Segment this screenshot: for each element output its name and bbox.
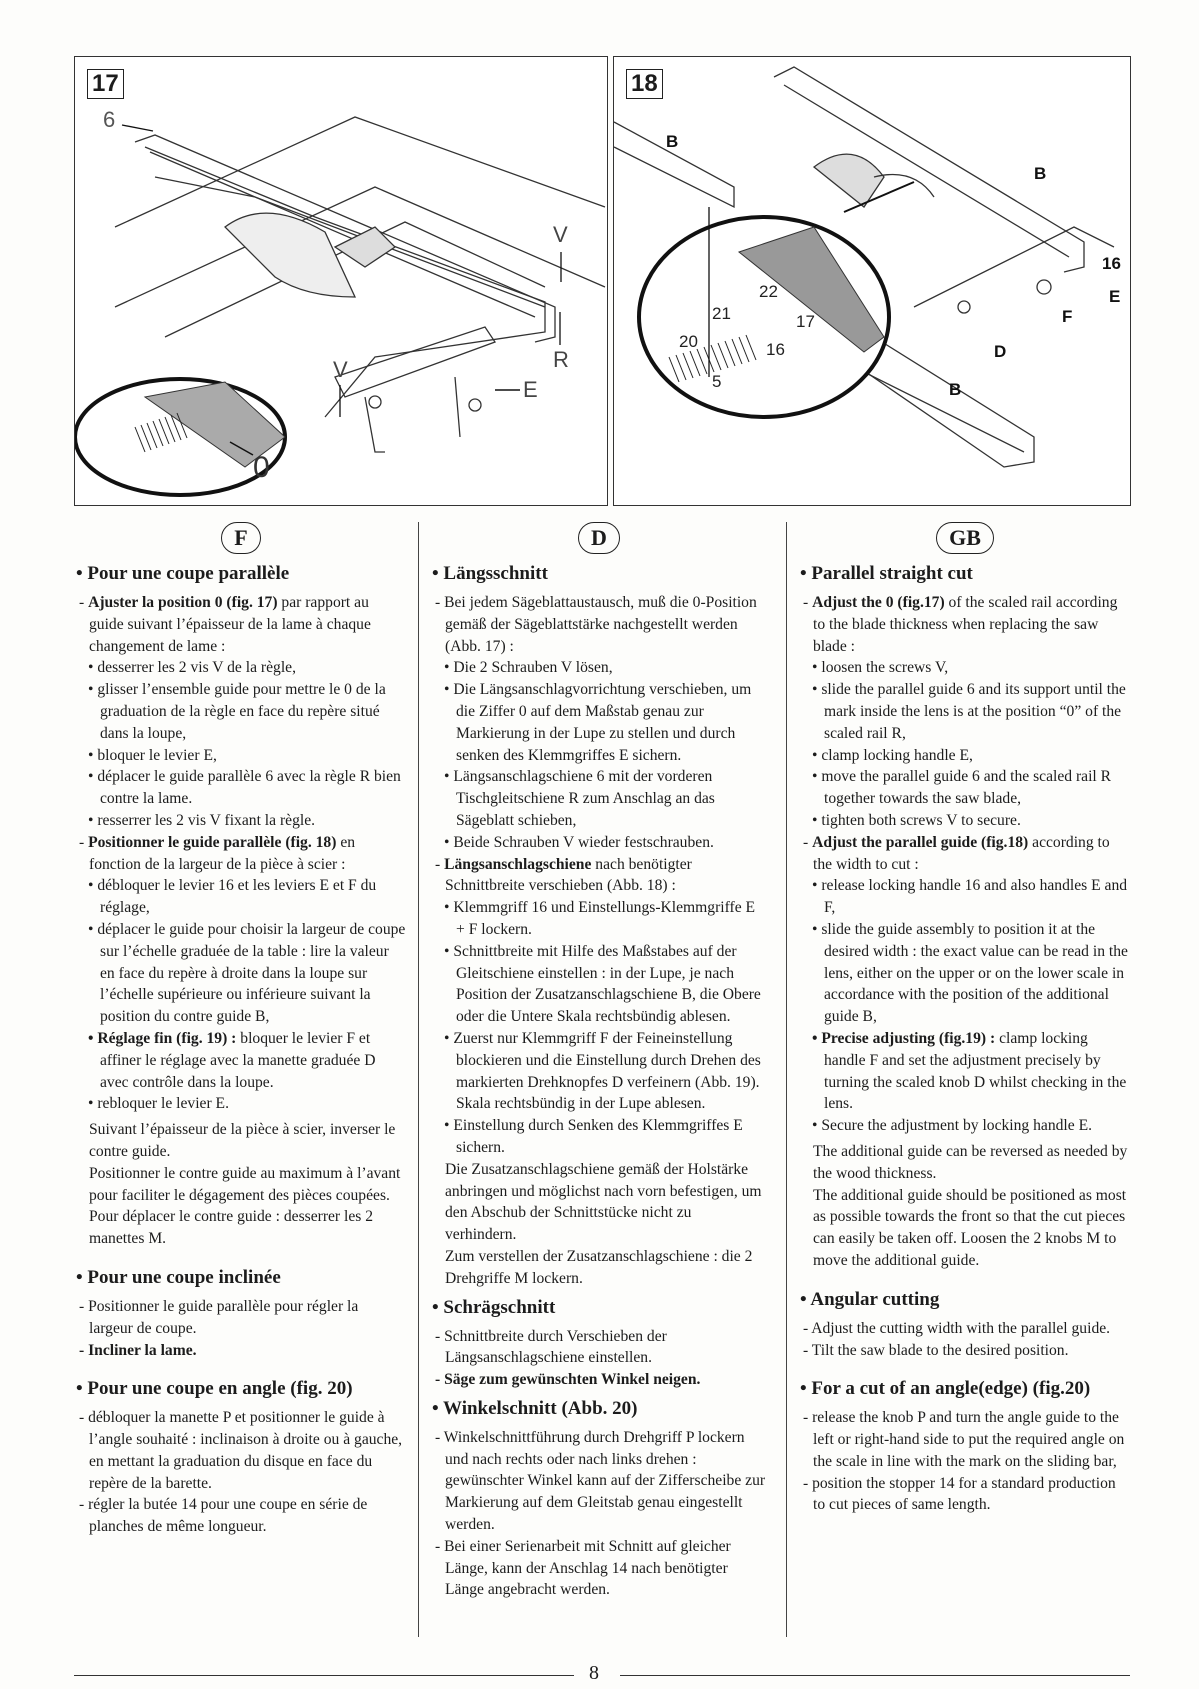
- figure-number: 18: [626, 69, 663, 99]
- bullet-item: • déplacer le guide parallèle 6 avec la règle R bien contre la lame.: [88, 768, 401, 808]
- instruction-paragraph: - Positionner le guide parallèle (fig. 18) en fonction de la largeur de la pièce à scier :: [79, 833, 356, 873]
- language-badge: [76, 522, 406, 554]
- instruction-text: according to the width to cut :: [813, 833, 1110, 873]
- bullet-item: • move the parallel guide 6 and the scaled rail R together towards the saw blade,: [812, 768, 1112, 808]
- figure-17: [74, 56, 608, 506]
- column-divider: [418, 522, 419, 1637]
- page-number: 8: [589, 1662, 599, 1684]
- bullet-item: • Zuerst nur Klemmgriff F der Feineinstellung blockieren und die Einstellung durch Drehen des markierten Drehknopfes D verfeinern (Abb. 19). Skala rechtsbündig in der Lupe ablesen.: [444, 1029, 761, 1113]
- bullet-item: • release locking handle 16 and also handles E and F,: [812, 877, 1128, 917]
- bullet-item: • glisser l’ensemble guide pour mettre le 0 de la graduation de la règle en face du repère situé dans la loupe,: [88, 681, 386, 742]
- label-6: 6: [103, 107, 116, 132]
- label-v-low: V: [333, 357, 348, 382]
- label-b-top: B: [666, 132, 679, 151]
- instruction-paragraph: - Längsanschlagschiene nach benötigter Schnittbreite verschieben (Abb. 18) :: [435, 855, 692, 895]
- language-badge-label: F: [221, 522, 260, 554]
- label-f: F: [1062, 307, 1073, 326]
- label-16: 16: [1102, 254, 1121, 273]
- section-heading: • Längsschnitt: [432, 563, 548, 584]
- bullet-item: • desserrer les 2 vis V de la règle,: [88, 659, 296, 677]
- bullet-item: • Beide Schrauben V wieder festschrauben.: [444, 833, 714, 851]
- language-badge-label: GB: [936, 522, 994, 554]
- scale-label-5: 5: [712, 372, 722, 391]
- column-french: [76, 522, 406, 1538]
- instruction-paragraph: - Bei einer Serienarbeit mit Schnitt auf gleicher Länge, kann der Anschlag 14 nach benötigter Länge angebracht werden.: [435, 1537, 731, 1599]
- bullet-item: • Längsanschlagschiene 6 mit der vorderen Tischgleitschiene R zum Anschlag an das Sägeblatt schieben,: [444, 768, 715, 829]
- instruction-paragraph: - Positionner le guide parallèle pour régler la largeur de coupe.: [79, 1297, 359, 1337]
- instruction-paragraph: - Adjust the 0 (fig.17) of the scaled rail according to the blade thickness when replacing the saw blade :: [803, 594, 1118, 655]
- scale-label-22: 22: [759, 282, 778, 301]
- language-badge: [800, 522, 1130, 554]
- instruction-bold: Ajuster la position 0 (fig. 17): [88, 594, 278, 611]
- label-b-right: B: [1034, 164, 1047, 183]
- note-paragraph: Die Zusatzanschlagschiene gemäß der Holstärke anbringen und möglichst nach vorn befestigen, um den Abschub der Schnittstücke nicht zu verhindern.: [445, 1160, 762, 1244]
- bullet-item: • Schnittbreite mit Hilfe des Maßstabes auf der Gleitschiene einstellen : in der Lupe, je nach Position der Zusatzanschlagschiene B, die Obere oder die Untere Skala rechtsbündig ablesen.: [444, 942, 761, 1026]
- label-e: E: [1109, 287, 1121, 306]
- instruction-bold: Adjust the parallel guide (fig.18): [812, 833, 1029, 851]
- footer-rule-right: [620, 1675, 1130, 1676]
- bullet-item: • Einstellung durch Senken des Klemmgriffes E sichern.: [444, 1117, 743, 1156]
- bullet-bold: • Precise adjusting (fig.19) :: [812, 1029, 996, 1047]
- instruction-paragraph: - Winkelschnittführung durch Drehgriff P lockern und nach rechts oder nach links drehen : gewünschter Winkel kann auf der Zifferscheibe zur Markierung auf dem Gleitstab genau eingestellt werden.: [435, 1428, 766, 1534]
- bullet-item: • Klemmgriff 16 und Einstellungs-Klemmgriffe E + F lockern.: [444, 899, 756, 938]
- bullet-item: • bloquer le levier E,: [88, 746, 217, 764]
- scale-label-21: 21: [712, 304, 731, 323]
- footer-rule-left: [74, 1675, 574, 1676]
- bullet-text: clamp locking handle F and set the adjustment precisely by turning the scaled knob D whilst checking in the lens.: [824, 1029, 1127, 1113]
- bullet-item: • clamp locking handle E,: [812, 746, 973, 764]
- instruction-paragraph: - Bei jedem Sägeblattaustausch, muß die 0-Position gemäß der Sägeblattstärke nachgestellt werden (Abb. 17) :: [435, 594, 757, 655]
- instruction-paragraph: - position the stopper 14 for a standard production to cut pieces of same length.: [803, 1474, 1116, 1514]
- section-heading: • For a cut of an angle(edge) (fig.20): [800, 1378, 1091, 1400]
- section-heading: • Pour une coupe en angle (fig. 20): [76, 1378, 353, 1400]
- bullet-item: • Secure the adjustment by locking handle E.: [812, 1117, 1093, 1135]
- bullet-bold: • Réglage fin (fig. 19) :: [88, 1029, 237, 1047]
- instruction-paragraph: - Adjust the parallel guide (fig.18) according to the width to cut :: [803, 833, 1110, 873]
- label-b-bottom: B: [949, 380, 962, 399]
- bullet-item: • rebloquer le levier E.: [88, 1095, 229, 1113]
- column-english: [800, 522, 1130, 1516]
- section-heading: • Angular cutting: [800, 1288, 940, 1310]
- figure-number: 17: [87, 69, 124, 99]
- bullet-item: • resserrer les 2 vis V fixant la règle.: [88, 811, 316, 829]
- instruction-bold: Adjust the 0 (fig.17): [812, 594, 945, 611]
- instruction-paragraph: - régler la butée 14 pour une coupe en série de planches de même longueur.: [79, 1496, 368, 1536]
- bullet-text: bloquer le levier F et affiner le réglage avec la manette graduée D avec contrôle dans la loupe.: [100, 1029, 376, 1091]
- label-v-top: V: [553, 222, 568, 247]
- instruction-paragraph: - Adjust the cutting width with the parallel guide.: [803, 1319, 1111, 1337]
- instruction-text: nach benötigter Schnittbreite verschieben (Abb. 18) :: [445, 855, 692, 895]
- instruction-paragraph: - release the knob P and turn the angle guide to the left or right-hand side to put the required angle on the scale in line with the mark on the sliding bar,: [803, 1409, 1125, 1470]
- figure-18-illustration: [614, 57, 1129, 504]
- label-d: D: [994, 342, 1007, 361]
- instruction-paragraph: - Säge zum gewünschten Winkel neigen.: [435, 1371, 701, 1389]
- bullet-item: • Die Längsanschlagvorrichtung verschieben, um die Ziffer 0 auf dem Maßstab genau zur Markierung in der Lupe zu stellen und durch senken des Klemmgriffes E sichern.: [444, 681, 752, 764]
- bullet-item: • loosen the screws V,: [812, 659, 949, 677]
- instruction-text: of the scaled rail according to the blade thickness when replacing the saw blade :: [813, 594, 1118, 655]
- instruction-bold: Längsanschlagschiene: [444, 855, 592, 873]
- column-divider: [786, 522, 787, 1637]
- bullet-item: • slide the guide assembly to position it at the desired width : the exact value can be read in the lens, either on the upper or on the lower scale in accordance with the position of the additional guide B,: [812, 920, 1128, 1026]
- figure-17-illustration: [75, 57, 606, 504]
- instruction-text: en fonction de la largeur de la pièce à scier :: [89, 833, 356, 873]
- instruction-paragraph: - Schnittbreite durch Verschieben der Längsanschlagschiene einstellen.: [435, 1327, 667, 1367]
- bullet-item: • tighten both screws V to secure.: [812, 811, 1021, 829]
- instruction-paragraph: - Ajuster la position 0 (fig. 17) par rapport au guide suivant l’épaisseur de la lame à chaque changement de lame :: [79, 594, 371, 655]
- note-paragraph: The additional guide should be positioned as most as possible towards the front so that the cut pieces can easily be taken off. Loosen the 2 knobs M to move the additional guide.: [813, 1186, 1127, 1269]
- column-german: [432, 522, 766, 1601]
- figure-18: [613, 56, 1131, 506]
- instruction-bold: Positionner le guide parallèle (fig. 18): [88, 833, 337, 851]
- label-r: R: [553, 347, 569, 372]
- note-paragraph: Zum verstellen der Zusatzanschlagschiene : die 2 Drehgriffe M lockern.: [445, 1247, 753, 1287]
- bullet-item: • slide the parallel guide 6 and its support until the mark inside the lens is at the position “0” of the scaled rail R,: [812, 681, 1126, 742]
- scale-label-17: 17: [796, 312, 815, 331]
- note-paragraph: Positionner le contre guide au maximum à l’avant pour faciliter le dégagement des pièces coupées. Pour déplacer le contre guide : desserrer les 2 manettes M.: [89, 1164, 401, 1248]
- bullet-item: • débloquer le levier 16 et les leviers E et F du réglage,: [88, 877, 377, 917]
- section-heading: • Schrägschnitt: [432, 1296, 556, 1318]
- section-heading: • Pour une coupe parallèle: [76, 563, 290, 584]
- instruction-text: par rapport au guide suivant l’épaisseur de la lame à chaque changement de lame :: [89, 594, 371, 655]
- section-heading: • Pour une coupe inclinée: [76, 1266, 281, 1288]
- label-e: E: [523, 377, 538, 402]
- language-badge: [432, 522, 766, 554]
- bullet-item: [76, 1028, 406, 1093]
- bullet-item: • Die 2 Schrauben V lösen,: [444, 659, 613, 677]
- instruction-paragraph: - Tilt the saw blade to the desired position.: [803, 1341, 1069, 1359]
- instruction-paragraph: - débloquer la manette P et positionner le guide à l’angle souhaité : inclinaison à droite ou à gauche, en mettant la graduation du disque en face du repère de la barette.: [79, 1409, 403, 1492]
- scale-label-20: 20: [679, 332, 698, 351]
- instruction-paragraph: - Incliner la lame.: [79, 1341, 197, 1359]
- bullet-item: • déplacer le guide pour choisir la largeur de coupe sur l’échelle graduée de la table : lire la valeur en face du repère à droite dans la loupe sur l’échelle supérieure ou inférieure suivant la position du contre guide B,: [88, 920, 406, 1026]
- scale-label-16: 16: [766, 340, 785, 359]
- note-paragraph: Suivant l’épaisseur de la pièce à scier, inverser le contre guide.: [89, 1121, 396, 1160]
- section-heading: • Winkelschnitt (Abb. 20): [432, 1397, 638, 1419]
- language-badge-label: D: [578, 522, 620, 554]
- label-0: 0: [253, 451, 270, 484]
- bullet-item: [800, 1028, 1130, 1115]
- note-paragraph: The additional guide can be reversed as needed by the wood thickness.: [813, 1142, 1128, 1182]
- section-heading: • Parallel straight cut: [800, 563, 973, 584]
